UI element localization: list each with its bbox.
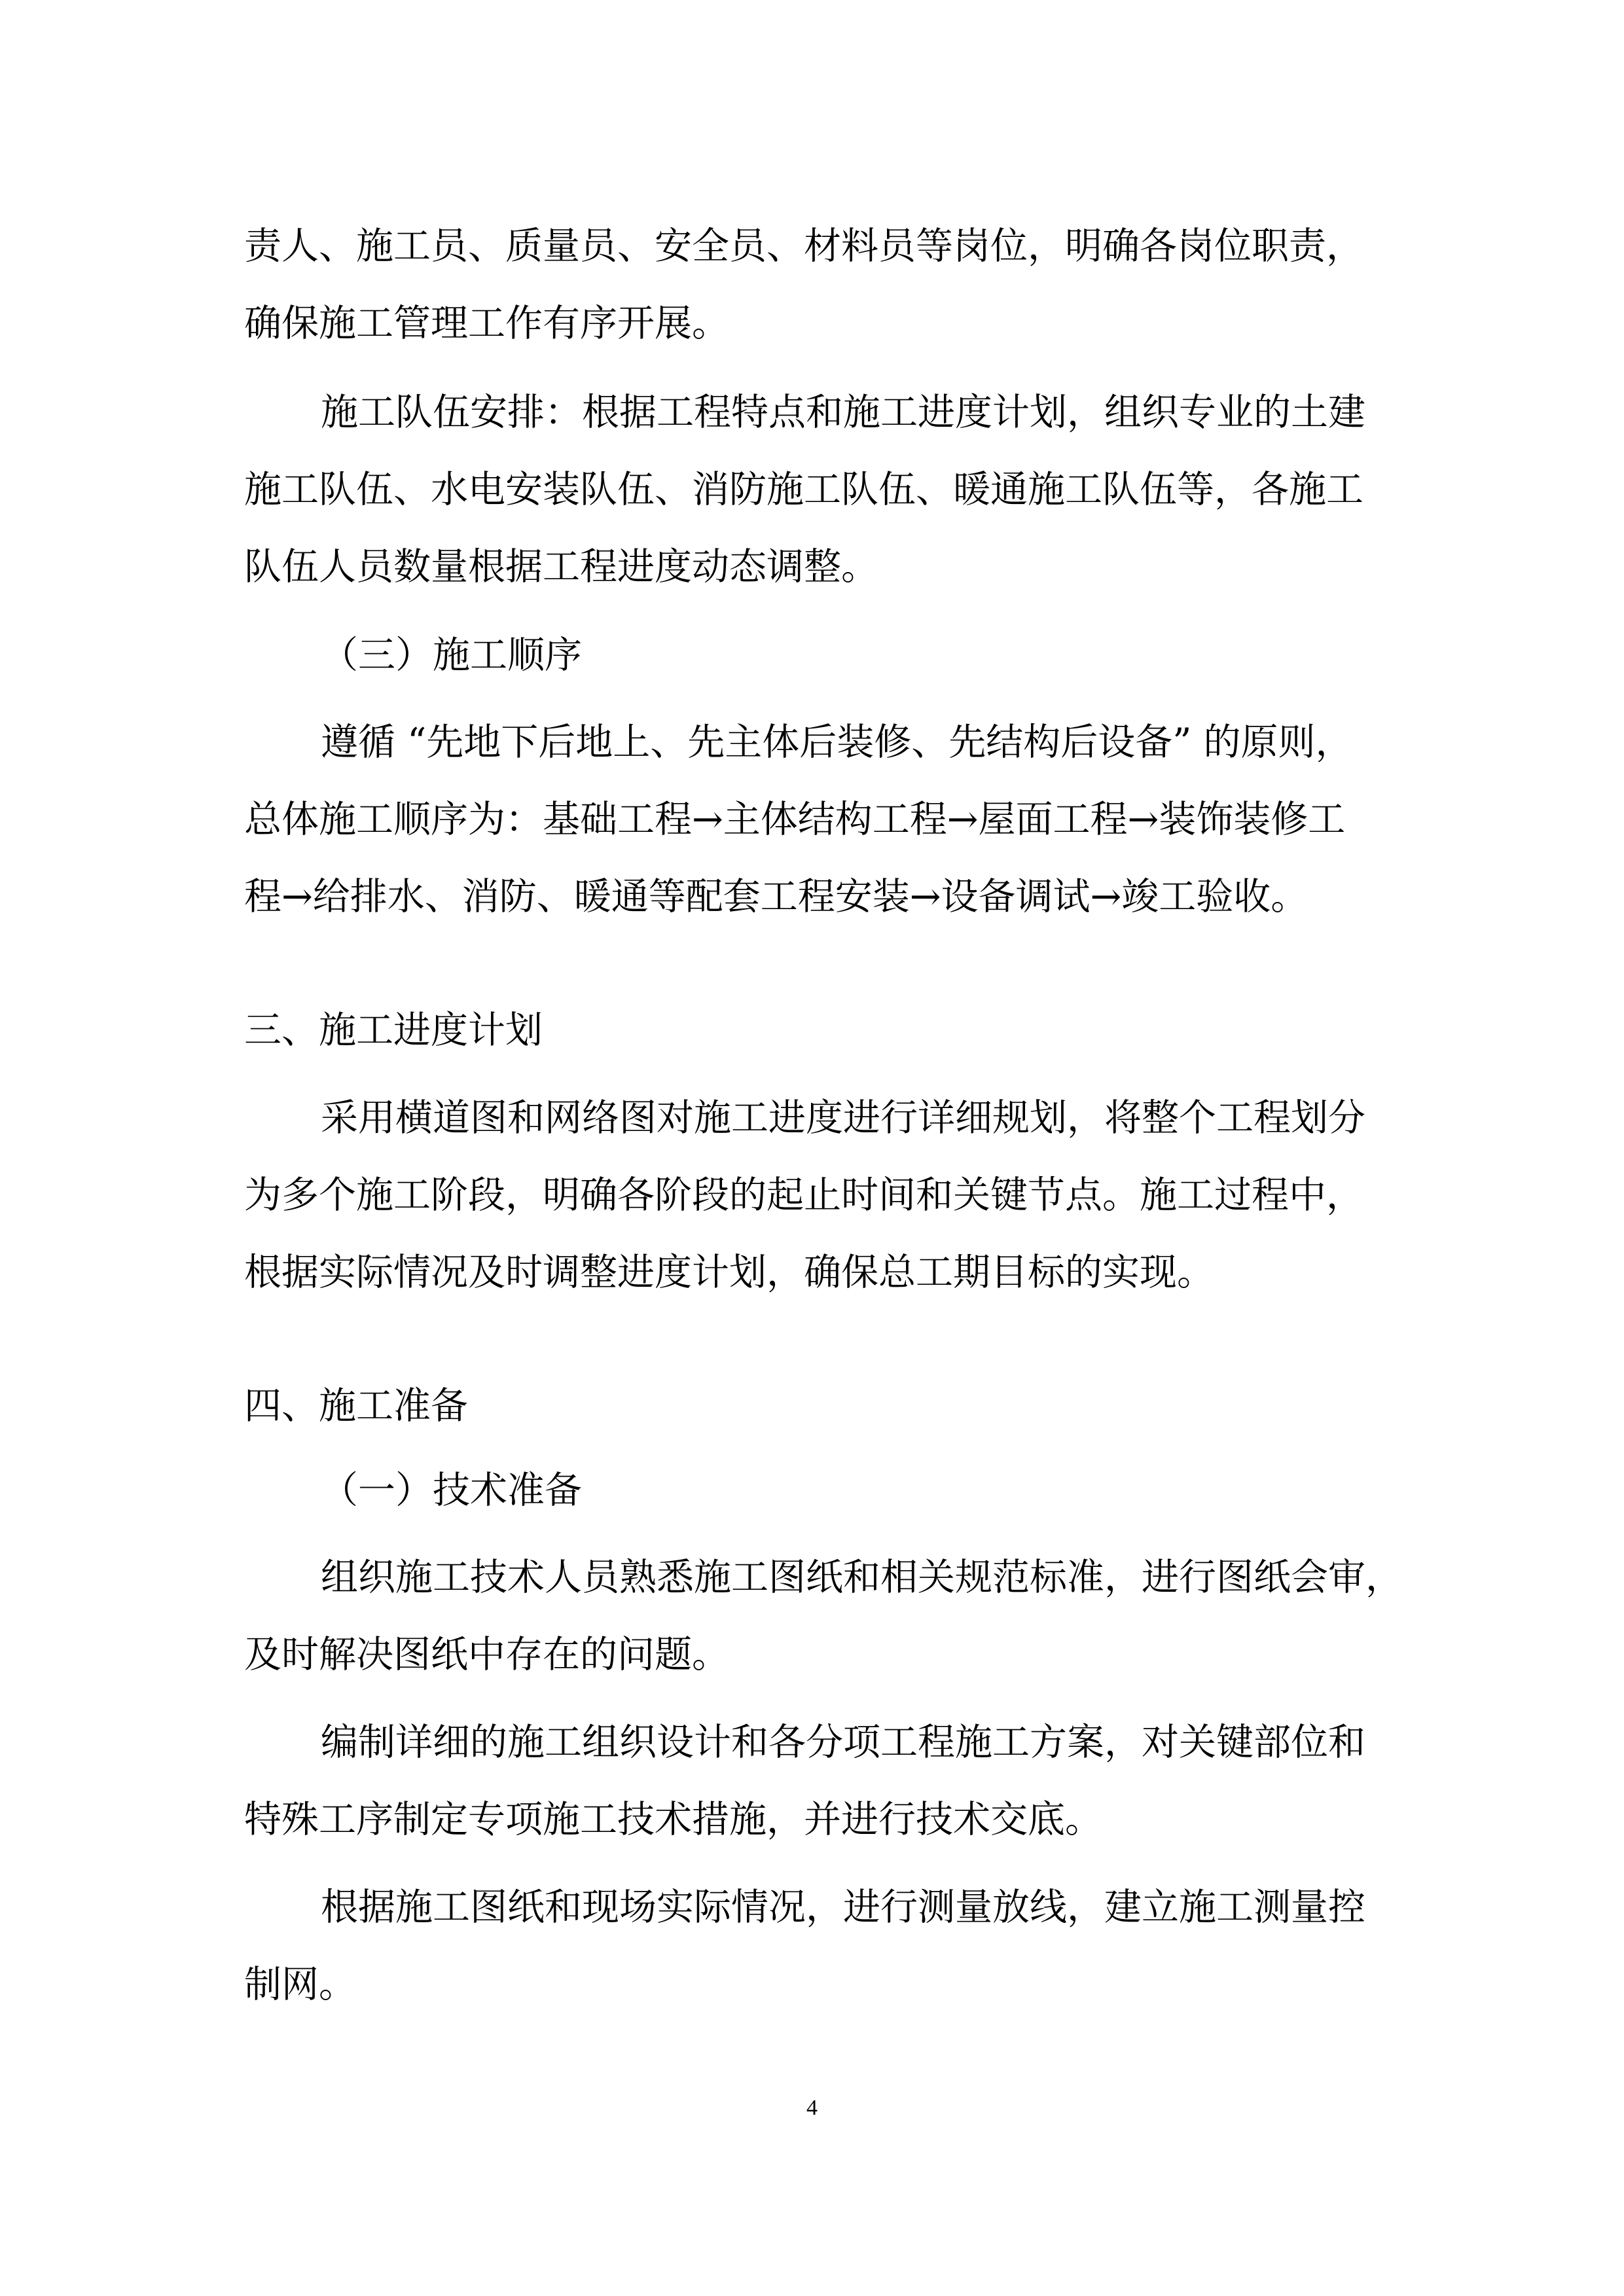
body-text-line: 特殊工序制定专项施工技术措施，并进行技术交底。 [244,1798,1102,1841]
body-text-line: 制网。 [244,1963,356,2006]
body-text-line: 根据实际情况及时调整进度计划，确保总工期目标的实现。 [244,1251,1214,1294]
body-text-line: 施工队伍、水电安装队伍、消防施工队伍、暖通施工队伍等，各施工 [244,468,1363,511]
paragraph-start-line: 遵循 “先地下后地上、先主体后装修、先结构后设备” 的原则， [321,721,1353,764]
body-text-line: 为多个施工阶段，明确各阶段的起止时间和关键节点。施工过程中， [244,1174,1363,1217]
paragraph-start-line: 采用横道图和网络图对施工进度进行详细规划，将整个工程划分 [321,1096,1365,1139]
body-text-line: 责人、施工员、质量员、安全员、材料员等岗位，明确各岗位职责， [244,224,1363,268]
paragraph-start-line: 施工队伍安排：根据工程特点和施工进度计划，组织专业的土建 [321,391,1365,434]
section-heading: 三、施工进度计划 [244,1009,543,1052]
section-heading: 四、施工准备 [244,1384,468,1427]
body-text-line: 队伍人员数量根据工程进度动态调整。 [244,545,878,588]
page-number: 4 [806,2096,818,2120]
body-text-line: 总体施工顺序为：基础工程→主体结构工程→屋面工程→装饰装修工 [244,798,1346,841]
body-text-line: 确保施工管理工作有序开展。 [244,302,729,345]
body-text-line: 及时解决图纸中存在的问题。 [244,1633,729,1676]
subsection-heading: （三）施工顺序 [321,634,582,677]
body-text-line: 程→给排水、消防、暖通等配套工程安装→设备调试→竣工验收。 [244,875,1308,918]
paragraph-start-line: 组织施工技术人员熟悉施工图纸和相关规范标准，进行图纸会审， [321,1556,1403,1599]
subsection-heading: （一）技术准备 [321,1469,582,1512]
paragraph-start-line: 编制详细的施工组织设计和各分项工程施工方案，对关键部位和 [321,1721,1365,1764]
paragraph-start-line: 根据施工图纸和现场实际情况，进行测量放线，建立施工测量控 [321,1886,1365,1929]
